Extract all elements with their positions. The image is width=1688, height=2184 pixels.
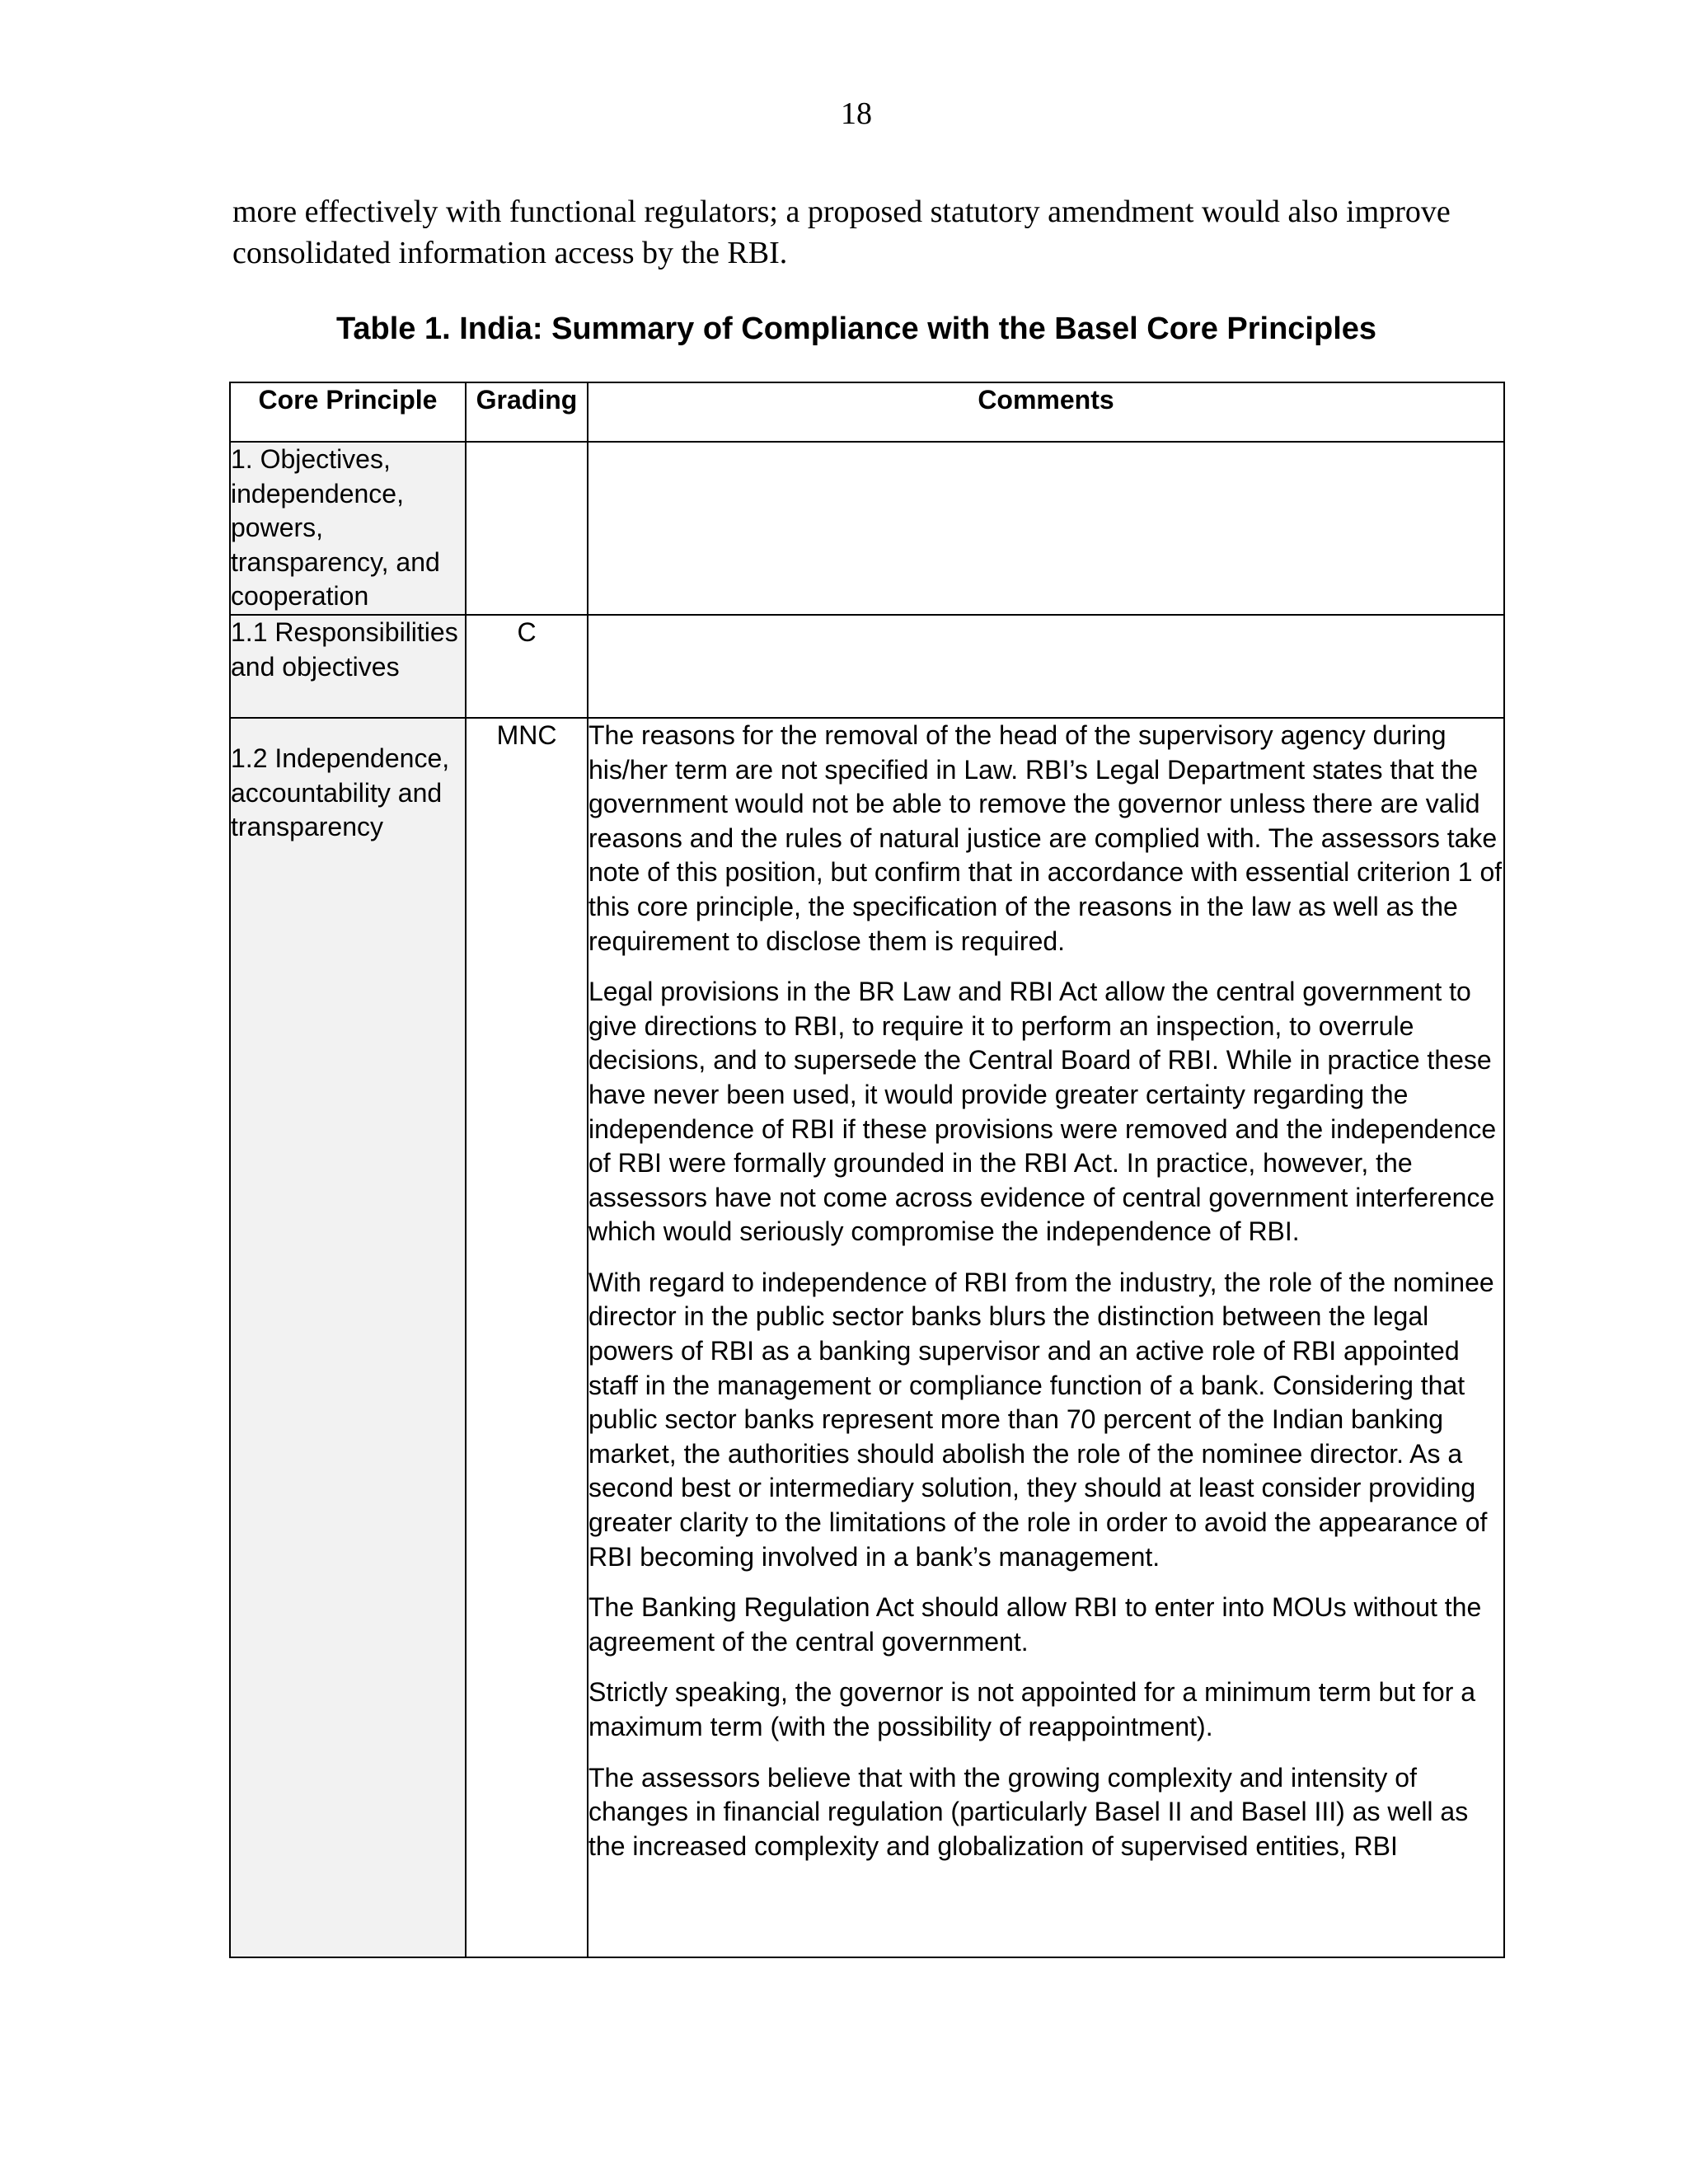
comment-paragraph: Strictly speaking, the governor is not appointed for a minimum term but for a maximum term (with the possibility of reappointment). xyxy=(588,1677,1476,1741)
header-core-principle: Core Principle xyxy=(230,382,466,442)
table-header-row xyxy=(230,382,1504,442)
comments-cell xyxy=(588,442,1504,615)
comment-paragraph: With regard to independence of RBI from the industry, the role of the nominee director in the public sector banks blurs the distinction between the legal powers of RBI as a banking supervisor and an active role of RBI appointed staff in the management or compliance function of a bank. Considering that public sector banks represent more than 70 percent of the Indian banking market, the authorities should abolish the role of the nominee director. As a second best or intermediary solution, they should at least consider providing greater clarity to the limitations of the role in order to avoid the appearance of RBI becoming involved in a bank’s management. xyxy=(588,1267,1494,1572)
comment-paragraph: Legal provisions in the BR Law and RBI Act allow the central government to give directions to RBI, to require it to perform an inspection, to overrule decisions, and to supersede the Central Board of RBI. While in practice these have never been used, it would provide greater certainty regarding the independence of RBI if these provisions were removed and the independence of RBI were formally grounded in the RBI Act. In practice, however, the assessors have not come across evidence of central government interference which would seriously compromise the independence of RBI. xyxy=(588,977,1497,1247)
principle-cell: 1. Objectives, independence, powers, transparency, and cooperation xyxy=(230,442,466,615)
table-row xyxy=(230,718,1504,1957)
grading-cell: MNC xyxy=(466,718,588,1957)
header-grading: Grading xyxy=(466,382,588,442)
comments-cell xyxy=(588,718,1504,1957)
compliance-table xyxy=(229,382,1505,1958)
page-number: 18 xyxy=(841,96,872,131)
comments-cell xyxy=(588,615,1504,718)
comment-paragraph: The Banking Regulation Act should allow RBI to enter into MOUs without the agreement of the central government. xyxy=(588,1592,1482,1657)
table-row xyxy=(230,442,1504,615)
intro-text: more effectively with functional regulators; a proposed statutory amendment would also improve consolidated information access by the RBI. xyxy=(232,194,1451,270)
grading-cell: C xyxy=(466,615,588,718)
comment-paragraph: The assessors believe that with the growing complexity and intensity of changes in financial regulation (particularly Basel II and Basel III) as well as the increased complexity and globalization of supervised entities, RBI xyxy=(588,1762,1469,1861)
principle-cell: 1.1 Responsibilities and objectives xyxy=(230,615,466,718)
table-row xyxy=(230,615,1504,718)
intro-paragraph xyxy=(232,191,1518,274)
grading-cell xyxy=(466,442,588,615)
principle-cell: 1.2 Independence, accountability and transparency xyxy=(230,718,466,1957)
comment-paragraph: The reasons for the removal of the head of the supervisory agency during his/her term are not specified in Law. RBI’s Legal Department states that the government would not be able to remove the governor unless there are valid reasons and the rules of natural justice are complied with. The assessors take note of this position, but confirm that in accordance with essential criterion 1 of this core principle, the specification of the reasons in the law as well as the requirement to disclose them is required. xyxy=(588,719,1503,956)
header-comments: Comments xyxy=(588,382,1504,442)
table-title: Table 1. India: Summary of Compliance with the Basel Core Principles xyxy=(335,312,1377,346)
